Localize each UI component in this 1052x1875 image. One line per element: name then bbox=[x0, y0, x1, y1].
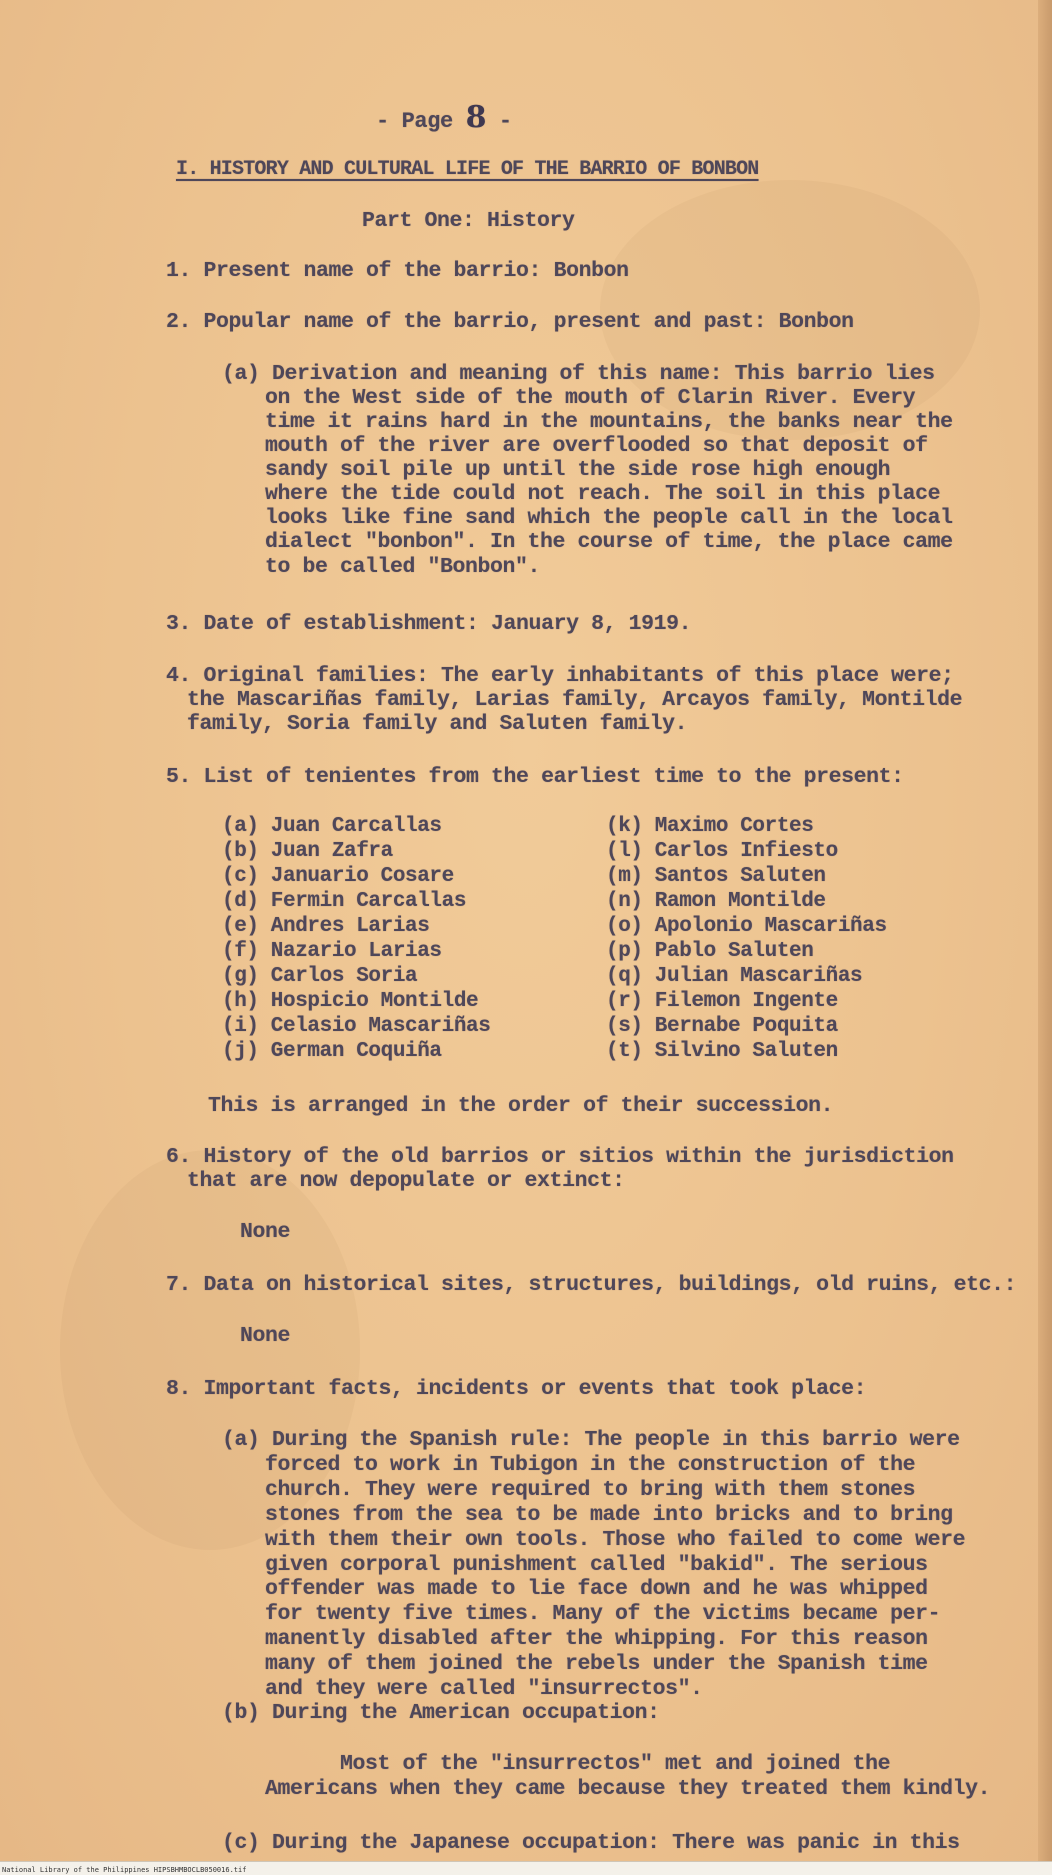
item-2a-line: dialect "bonbon". In the course of time, the place came bbox=[265, 530, 953, 554]
item-2a-line: on the West side of the mouth of Clarin River. Every bbox=[265, 386, 916, 410]
item-4-line: 4. Original families: The early inhabitants of this place were; bbox=[166, 664, 954, 688]
section-title: I. HISTORY AND CULTURAL LIFE OF THE BARRIO OF BONBON bbox=[176, 158, 759, 181]
item-1: 1. Present name of the barrio: Bonbon bbox=[166, 259, 629, 283]
teniente-entry: (p) Pablo Saluten bbox=[606, 940, 814, 963]
teniente-entry: (a) Juan Carcallas bbox=[222, 815, 442, 838]
item-6-line: that are now depopulate or extinct: bbox=[187, 1169, 625, 1193]
page-edge bbox=[1038, 0, 1052, 1862]
item-4-line: the Mascariñas family, Larias family, Arcayos family, Montilde bbox=[187, 688, 963, 712]
teniente-entry: (s) Bernabe Poquita bbox=[606, 1015, 838, 1038]
item-2a-line: sandy soil pile up until the side rose high enough bbox=[265, 458, 891, 482]
item-8a-line: given corporal punishment called "bakid". The serious bbox=[265, 1553, 928, 1577]
item-2a-line: time it rains hard in the mountains, the banks near the bbox=[265, 410, 953, 434]
item-2a-line: mouth of the river are overflooded so that deposit of bbox=[265, 434, 928, 458]
item-2: 2. Popular name of the barrio, present and past: Bonbon bbox=[166, 310, 854, 334]
item-8a-line: many of them joined the rebels under the Spanish time bbox=[265, 1652, 928, 1676]
teniente-entry: (r) Filemon Ingente bbox=[606, 990, 838, 1013]
item-8a-line: manently disabled after the whipping. For this reason bbox=[265, 1627, 928, 1651]
item-8a-line: (a) During the Spanish rule: The people in this barrio were bbox=[222, 1428, 960, 1452]
item-6-line: 6. History of the old barrios or sitios within the jurisdiction bbox=[166, 1145, 954, 1169]
item-6-answer: None bbox=[240, 1220, 291, 1244]
teniente-entry: (k) Maximo Cortes bbox=[606, 815, 814, 838]
succession-note: This is arranged in the order of their succession. bbox=[208, 1094, 834, 1118]
teniente-entry: (f) Nazario Larias bbox=[222, 940, 442, 963]
item-2a-line: looks like fine sand which the people call in the local bbox=[265, 506, 953, 530]
teniente-entry: (h) Hospicio Montilde bbox=[222, 990, 479, 1013]
item-8b: (b) During the American occupation: bbox=[222, 1701, 660, 1725]
item-2a-line: where the tide could not reach. The soil in this place bbox=[265, 482, 941, 506]
teniente-entry: (j) German Coquiña bbox=[222, 1040, 442, 1063]
item-8a-line: forced to work in Tubigon in the construction of the bbox=[265, 1453, 916, 1477]
teniente-entry: (g) Carlos Soria bbox=[222, 965, 418, 988]
item-8: 8. Important facts, incidents or events that took place: bbox=[166, 1377, 867, 1401]
page-number: - Page 8 - bbox=[376, 100, 512, 135]
teniente-entry: (q) Julian Mascariñas bbox=[606, 965, 863, 988]
teniente-entry: (c) Januario Cosare bbox=[222, 865, 454, 888]
item-8a-line: for twenty five times. Many of the victims became per- bbox=[265, 1602, 941, 1626]
part-heading: Part One: History bbox=[362, 209, 575, 233]
scan-footer bbox=[0, 1861, 1052, 1875]
teniente-entry: (e) Andres Larias bbox=[222, 915, 430, 938]
item-4-line: family, Soria family and Saluten family. bbox=[187, 712, 688, 736]
teniente-entry: (i) Celasio Mascariñas bbox=[222, 1015, 491, 1038]
item-5: 5. List of tenientes from the earliest time to the present: bbox=[166, 765, 904, 789]
teniente-entry: (m) Santos Saluten bbox=[606, 865, 826, 888]
teniente-entry: (o) Apolonio Mascariñas bbox=[606, 915, 887, 938]
item-2a-line: to be called "Bonbon". bbox=[265, 555, 541, 579]
item-8c: (c) During the Japanese occupation: There was panic in this bbox=[222, 1831, 960, 1855]
teniente-entry: (b) Juan Zafra bbox=[222, 840, 393, 863]
item-8a-line: church. They were required to bring with them stones bbox=[265, 1478, 916, 1502]
teniente-entry: (n) Ramon Montilde bbox=[606, 890, 826, 913]
item-8a-line: with them their own tools. Those who failed to come were bbox=[265, 1528, 966, 1552]
scan-footer-text: National Library of the Philippines HIPSBHMBOCLB050016.tif bbox=[2, 1866, 247, 1874]
teniente-entry: (l) Carlos Infiesto bbox=[606, 840, 838, 863]
teniente-entry: (t) Silvino Saluten bbox=[606, 1040, 838, 1063]
item-8b-line: Most of the "insurrectos" met and joined the bbox=[340, 1752, 891, 1776]
item-8a-line: and they were called "insurrectos". bbox=[265, 1677, 703, 1701]
item-8a-line: offender was made to lie face down and he was whipped bbox=[265, 1577, 928, 1601]
item-7-answer: None bbox=[240, 1324, 291, 1348]
item-7: 7. Data on historical sites, structures, buildings, old ruins, etc.: bbox=[166, 1273, 1017, 1297]
item-8a-line: stones from the sea to be made into bricks and to bring bbox=[265, 1503, 953, 1527]
teniente-entry: (d) Fermin Carcallas bbox=[222, 890, 467, 913]
item-8b-line: Americans when they came because they treated them kindly. bbox=[265, 1777, 991, 1801]
item-2a-line: (a) Derivation and meaning of this name: This barrio lies bbox=[222, 362, 935, 386]
item-3: 3. Date of establishment: January 8, 1919. bbox=[166, 612, 692, 636]
